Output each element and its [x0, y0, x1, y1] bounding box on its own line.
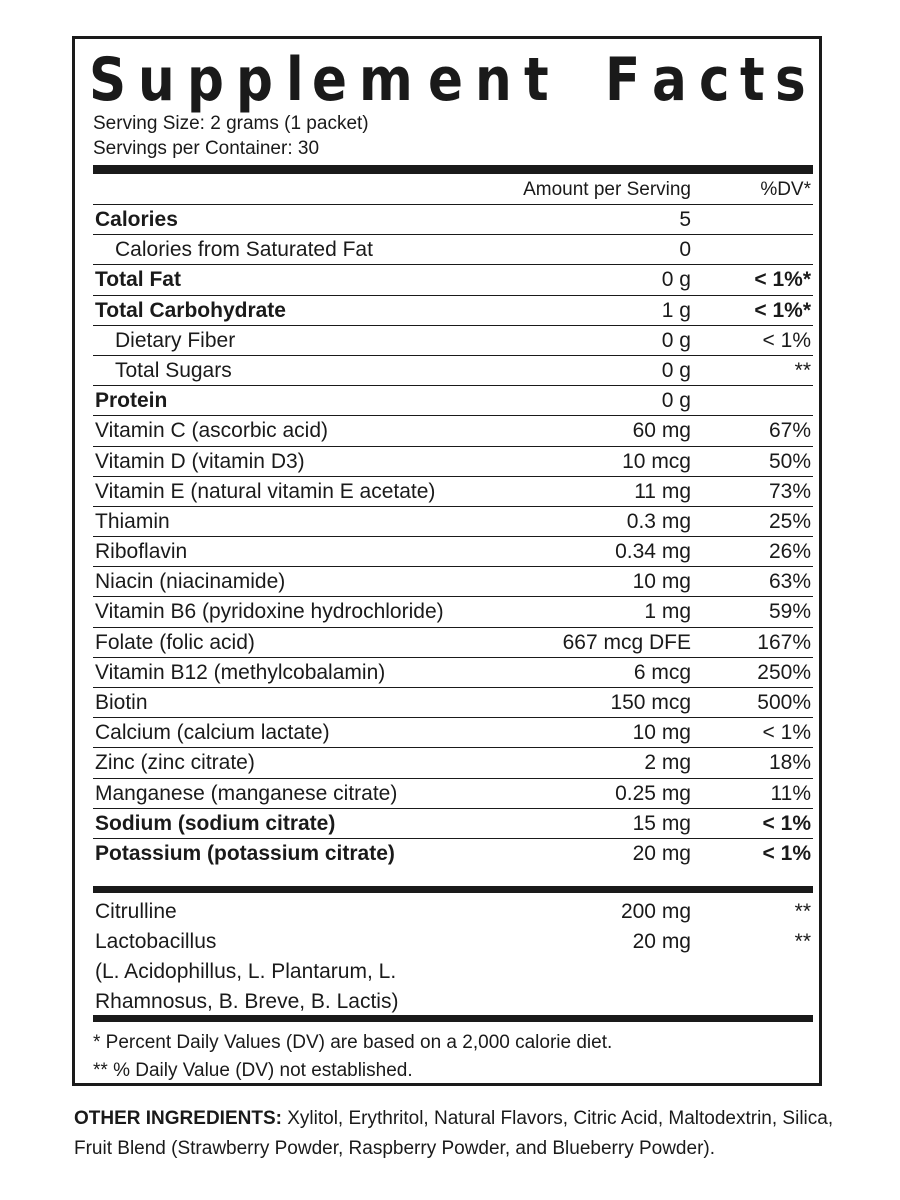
- table-row: [93, 356, 813, 386]
- nutrient-amount: 10 mcg: [622, 449, 691, 473]
- nutrient-amount: 0 g: [661, 268, 691, 292]
- nutrient-table: [93, 177, 813, 869]
- nutrient-amount: 0 g: [661, 358, 691, 382]
- nutrient-dv: < 1%: [762, 811, 811, 835]
- nutrient-dv: < 1%*: [754, 298, 811, 322]
- nutrient-name: Total Carbohydrate: [95, 298, 286, 322]
- nutrient-name: Riboflavin: [95, 540, 188, 564]
- table-row: [93, 235, 813, 265]
- table-row: [93, 447, 813, 477]
- title-letter: p: [236, 45, 274, 115]
- nutrient-amount: 10 mg: [632, 721, 691, 745]
- table-row: [93, 537, 813, 567]
- nutrient-dv: < 1%*: [754, 268, 811, 292]
- title-gap: [558, 47, 592, 113]
- title-letter: S: [89, 45, 127, 115]
- table-row: [93, 839, 813, 869]
- table-row: [93, 809, 813, 839]
- title-letter: F: [604, 45, 640, 115]
- nutrient-name: Vitamin C (ascorbic acid): [95, 419, 329, 443]
- lactobacillus-strains-line2: Rhamnosus, B. Breve, B. Lactis): [95, 990, 399, 1013]
- table-row: [93, 265, 813, 295]
- nutrient-dv: 59%: [768, 600, 811, 624]
- nutrient-amount: 0 g: [661, 389, 691, 413]
- nutrient-dv: **: [794, 930, 811, 953]
- nutrient-amount: 0.3 mg: [626, 509, 691, 533]
- title-letter: p: [187, 45, 225, 115]
- nutrient-dv: 167%: [757, 630, 811, 654]
- table-row: [93, 718, 813, 748]
- nutrient-amount: 60 mg: [632, 419, 691, 443]
- nutrient-amount: 5: [679, 208, 691, 231]
- nutrient-dv: 26%: [768, 540, 811, 564]
- nutrient-name: Potassium (potassium citrate): [95, 841, 395, 865]
- nutrient-name: Dietary Fiber: [115, 328, 236, 352]
- nutrient-dv: **: [794, 358, 811, 382]
- top-thick-rule: [93, 165, 813, 174]
- nutrient-amount: 15 mg: [632, 811, 691, 835]
- nutrient-dv: 73%: [768, 479, 811, 503]
- nutrient-dv: 18%: [768, 751, 811, 775]
- nutrient-dv: < 1%: [762, 721, 811, 745]
- nutrient-name: Citrulline: [95, 900, 177, 923]
- extra-ingredients: [93, 897, 813, 1013]
- table-header: [93, 177, 813, 205]
- table-row: [93, 748, 813, 778]
- table-row: [93, 628, 813, 658]
- nutrient-amount: 0.34 mg: [615, 540, 691, 564]
- nutrient-name: Calories from Saturated Fat: [115, 238, 373, 262]
- table-row: [93, 567, 813, 597]
- title-letter: n: [474, 45, 512, 115]
- table-row: [93, 597, 813, 627]
- nutrient-name: Thiamin: [95, 509, 170, 533]
- nutrient-amount: 20 mg: [632, 930, 691, 953]
- nutrient-amount: 20 mg: [632, 841, 691, 865]
- other-ingredients-label: OTHER INGREDIENTS:: [74, 1108, 282, 1129]
- nutrient-dv: 11%: [770, 781, 811, 805]
- nutrient-name: Sodium (sodium citrate): [95, 811, 336, 835]
- table-row: [93, 326, 813, 356]
- nutrient-amount: 150 mcg: [610, 691, 691, 714]
- nutrient-amount: 6 mcg: [633, 660, 691, 684]
- bottom-thick-rule: [93, 1015, 813, 1022]
- nutrient-amount: 667 mcg DFE: [562, 630, 691, 654]
- nutrient-amount: 200 mg: [620, 900, 691, 923]
- nutrient-name: Vitamin B12 (methylcobalamin): [95, 660, 386, 684]
- table-row: [93, 296, 813, 326]
- table-row: [93, 477, 813, 507]
- lactobacillus-strains-line1: (L. Acidophillus, L. Plantarum, L.: [95, 960, 397, 983]
- table-row: [93, 507, 813, 537]
- dv-not-established-footnote: ** % Daily Value (DV) not established.: [93, 1060, 413, 1081]
- title-letter: c: [698, 45, 730, 115]
- servings-per-container: Servings per Container: 30: [93, 138, 320, 159]
- other-ingredients: [74, 1104, 834, 1164]
- table-row: [93, 897, 813, 927]
- nutrient-name: Calcium (calcium lactate): [95, 721, 330, 745]
- panel-title: [89, 47, 811, 113]
- title-letter: u: [138, 45, 176, 115]
- title-letter: e: [312, 45, 348, 115]
- nutrient-name: Niacin (niacinamide): [95, 570, 286, 594]
- nutrient-dv: 25%: [768, 509, 811, 533]
- title-letter: s: [775, 45, 806, 115]
- nutrient-amount: 0: [679, 238, 691, 262]
- nutrient-dv: < 1%: [762, 328, 811, 352]
- nutrient-amount: 1 g: [661, 298, 691, 322]
- dv-footnote: * Percent Daily Values (DV) are based on a 2,000 calorie diet.: [93, 1032, 613, 1053]
- other-ingredients-text: Xylitol, Erythritol, Natural Flavors, Citric Acid, Maltodextrin, Silica, Fruit Blend (Strawberry Powder, Raspberry Powder, and Blueberry Powder).: [74, 1108, 834, 1159]
- nutrient-name: Folate (folic acid): [95, 630, 255, 654]
- nutrient-name: Vitamin D (vitamin D3): [95, 449, 305, 473]
- nutrient-dv: 63%: [768, 570, 811, 594]
- nutrient-name: Total Sugars: [115, 358, 232, 382]
- nutrient-amount: 1 mg: [644, 600, 691, 624]
- supplement-facts-panel: [72, 36, 822, 1086]
- nutrient-name: Vitamin B6 (pyridoxine hydrochloride): [95, 600, 444, 624]
- middle-thick-rule: [93, 886, 813, 893]
- nutrient-name: Calories: [95, 208, 178, 231]
- nutrient-amount: 0 g: [661, 328, 691, 352]
- table-row: [93, 927, 813, 957]
- nutrient-name: Zinc (zinc citrate): [95, 751, 255, 775]
- title-letter: m: [359, 45, 413, 115]
- title-letter: t: [740, 45, 765, 115]
- nutrient-amount: 11 mg: [634, 479, 691, 503]
- dv-header: %DV*: [760, 179, 811, 200]
- title-letter: e: [427, 45, 463, 115]
- nutrient-dv: 250%: [757, 660, 811, 684]
- nutrient-dv: 500%: [757, 691, 811, 714]
- table-row: [93, 688, 813, 718]
- table-row: [93, 205, 813, 235]
- table-row: [93, 779, 813, 809]
- nutrient-name: Lactobacillus: [95, 930, 217, 953]
- nutrient-dv: 67%: [768, 419, 811, 443]
- table-row: [93, 386, 813, 416]
- title-letter: t: [523, 45, 549, 115]
- nutrient-name: Vitamin E (natural vitamin E acetate): [95, 479, 436, 503]
- title-letter: l: [285, 45, 304, 115]
- title-letter: a: [651, 45, 687, 115]
- nutrient-name: Total Fat: [95, 268, 181, 292]
- nutrient-amount: 0.25 mg: [615, 781, 691, 805]
- nutrient-dv: 50%: [768, 449, 811, 473]
- footnotes: [93, 1029, 612, 1085]
- table-row: [93, 416, 813, 446]
- nutrient-name: Biotin: [95, 691, 148, 714]
- serving-info: [93, 111, 369, 161]
- nutrient-name: Manganese (manganese citrate): [95, 781, 398, 805]
- nutrient-dv: < 1%: [762, 841, 811, 865]
- nutrient-amount: 10 mg: [632, 570, 691, 594]
- nutrient-name: Protein: [95, 389, 168, 413]
- nutrient-amount: 2 mg: [644, 751, 691, 775]
- table-row: [93, 658, 813, 688]
- serving-size: Serving Size: 2 grams (1 packet): [93, 113, 369, 134]
- nutrient-dv: **: [794, 900, 811, 923]
- amount-header: Amount per Serving: [523, 179, 691, 200]
